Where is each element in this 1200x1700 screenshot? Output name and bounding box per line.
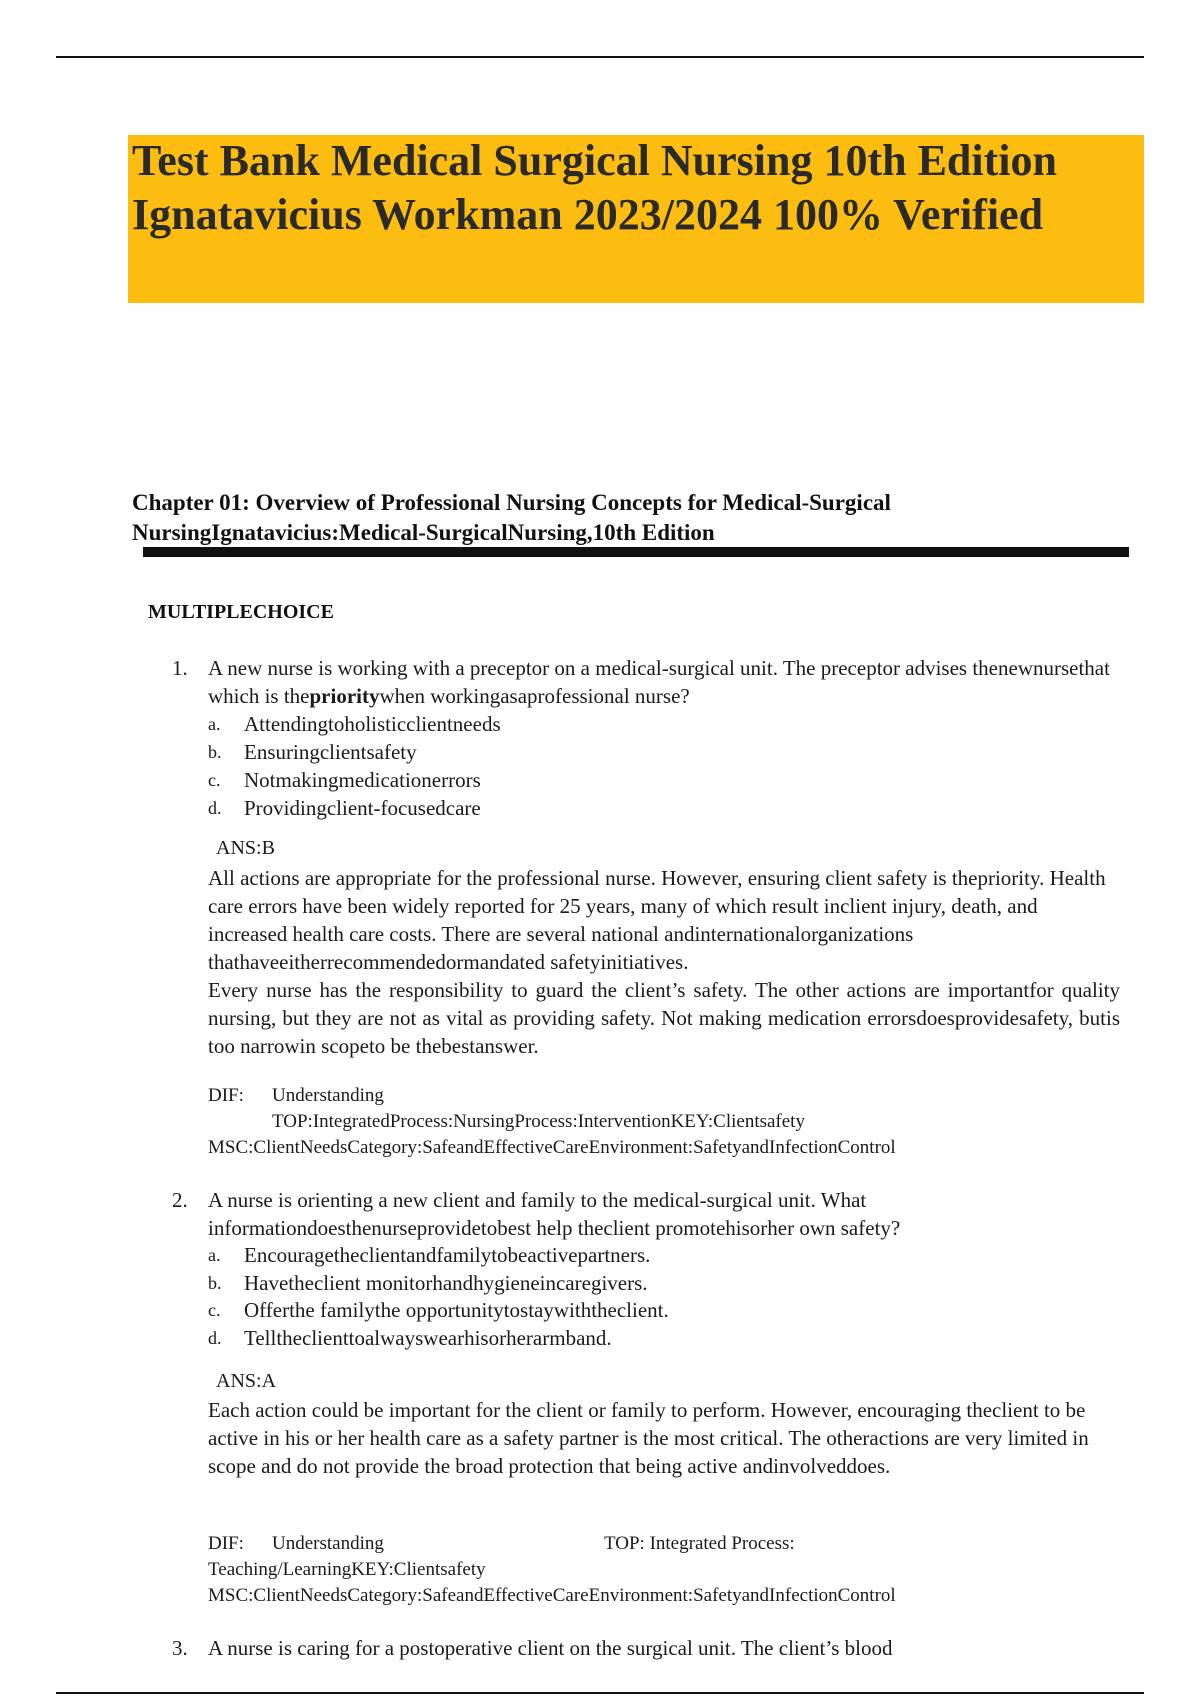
question-stem: A new nurse is working with a preceptor on a medical-surgical unit. The preceptor advises thenewnursethat which is theprioritywhen workingasaprofessional nurse? (208, 656, 1110, 708)
topic-line: TOP:IntegratedProcess:NursingProcess:InterventionKEY:Clientsafety (272, 1111, 805, 1132)
difficulty-value: Understanding (272, 1533, 384, 1554)
top-rule (56, 56, 1144, 58)
answer-key: ANS:A (216, 1370, 277, 1392)
difficulty-value: Understanding (272, 1085, 384, 1106)
document-title: Test Bank Medical Surgical Nursing 10th Edition Ignatavicius Workman 2023/2024 100% Verified (132, 136, 1057, 239)
chapter-heading (132, 488, 1132, 548)
msc-line: MSC:ClientNeedsCategory:SafeandEffectiveCareEnvironment:SafetyandInfectionControl (208, 1137, 896, 1158)
msc-line: MSC:ClientNeedsCategory:SafeandEffectiveCareEnvironment:SafetyandInfectionControl (208, 1585, 896, 1606)
rationale-paragraph-2: Every nurse has the responsibility to guard the client’s safety. The other actions are importantfor quality nursing, but they are not as vital as providing safety. Not making medication errorsdoesprovidesafety, butis too narrowin scopeto be thebestanswer. (208, 978, 1120, 1058)
topic-line: TOP: Integrated Process: (604, 1533, 795, 1554)
question-number: 2. (172, 1188, 188, 1212)
chapter-rule (143, 547, 1129, 557)
bottom-rule (56, 1692, 1144, 1694)
rationale-paragraph: Each action could be important for the client or family to perform. However, encouraging theclient to be active in his or her health care as a safety partner is the most critical. The otheractions are very limited in scope and do not provide the broad protection that being active andinvolveddoes. (208, 1398, 1089, 1478)
difficulty-label: DIF: (208, 1533, 244, 1554)
answer-key: ANS:B (216, 837, 275, 859)
section-heading: MULTIPLECHOICE (148, 601, 334, 623)
chapter-heading-line2: NursingIgnatavicius:Medical-SurgicalNursing,10th Edition (132, 520, 715, 545)
difficulty-label: DIF: (208, 1085, 244, 1106)
rationale-paragraph-1: All actions are appropriate for the professional nurse. However, ensuring client safety is thepriority. Health care errors have been widely reported for 25 years, many of which result inclient injury, death, and increased health care costs. There are several national andinternationalorganizations thathaveeitherrecommendedormandated safetyinitiatives. (208, 866, 1106, 974)
chapter-heading-line1: Chapter 01: Overview of Professional Nursing Concepts for Medical-Surgical (132, 490, 891, 515)
question-number: 3. (172, 1636, 188, 1660)
topic-line-continued: Teaching/LearningKEY:Clientsafety (208, 1559, 486, 1580)
emphasis-text: priority (309, 684, 380, 708)
question-stem: A nurse is orienting a new client and family to the medical-surgical unit. What informationdoesthenurseprovidetobest help theclient promotehisorher own safety? (208, 1188, 901, 1240)
question-stem: A nurse is caring for a postoperative client on the surgical unit. The client’s blood (208, 1636, 893, 1660)
question-number: 1. (172, 656, 188, 680)
